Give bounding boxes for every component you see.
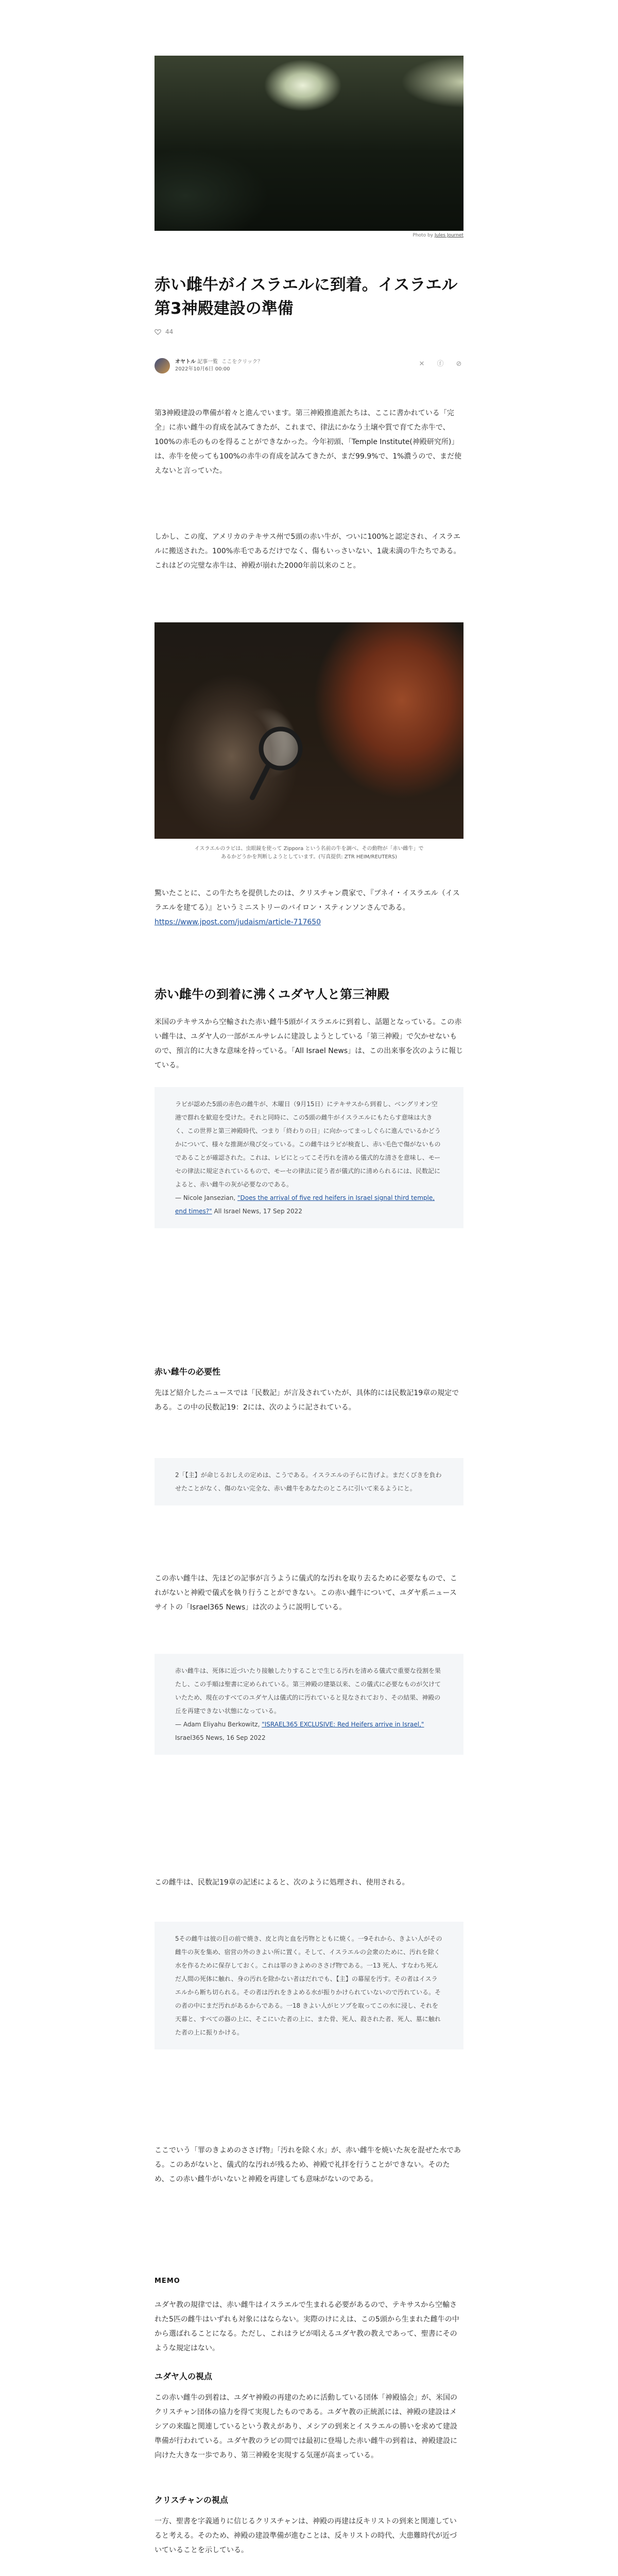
- caption-line-1: イスラエルのラビは、虫眼鏡を使って Zippora という名前の牛を調べ、その動物が「赤い雌牛」で: [194, 846, 424, 852]
- jewish-view-paragraph: この赤い雌牛の到着は、ユダヤ神殿の再建のために活動している団体「神殿協会」が、米国のクリスチャン団体の協力を得て実現したものである。ユダヤ教の正統派には、神殿の建設はメシアの来臨と関連しているという教えがあり、メシアの到来とイスラエルの勝いを求めて建設準備が行われている。ユダヤ教のラビの間では最初に登場した赤い雌牛の到着は、神殿建設に向けた大きな一歩であり、第三神殿を実現する気運が高まっている。: [154, 2394, 457, 2460]
- farmer-paragraph: [154, 886, 464, 929]
- title-line-2: 第3神殿建設の準備: [154, 299, 294, 318]
- quote-all-israel-news: [154, 1087, 464, 1228]
- farmer-text: 驚いたことに、この牛たちを提供したのは、クリスチャン農家で、『ブネイ・イスラエル（イスラエルを建てる）』というミニストリーのバイロン・スティンソンさんである。: [154, 889, 460, 912]
- author-meta[interactable]: 記事一覧: [197, 359, 218, 365]
- quote-source: — Nicole Jansezian, "Does the arrival of five red heifers in Israel signal third temple, end times?" All Israel News, 17 Sep 2022: [175, 1194, 435, 1215]
- section-heading-necessity: 赤い雌牛の必要性: [154, 1367, 221, 1377]
- likes-count: 44: [165, 328, 174, 335]
- publish-date: 2022年10月6日 00:00: [175, 366, 230, 372]
- follow-link[interactable]: ここをクリック？: [221, 359, 263, 365]
- intro-paragraph-1: 第3神殿建設の準備が着々と進んでいます。第三神殿推進派たちは、ここに書かれている「完全」に赤い雌牛の育成を試みてきたが、これまで、律法にかなう土壌や質で育てた赤牛で、100%の赤毛のものを得ることができなかった。今年初頭、「Temple Institute(神殿研究所)」は、赤牛を使っても100%の赤牛の育成を試みてきたが、まだ99.9%で、1%濃うので、まだ使えないと言っていた。: [154, 409, 462, 475]
- quote-source-link[interactable]: "ISRAEL365 EXCLUSIVE: Red Heifers arrive in Israel,": [262, 1721, 424, 1728]
- christian-view-paragraph: 一方、聖書を字義通りに信じるクリスチャンは、神殿の再建は反キリストの到来と関連していると考える。そのため、神殿の建設準備が進むことは、反キリストの時代、大患難時代が近づいていることを示している。: [154, 2517, 457, 2554]
- author-info: [175, 359, 263, 373]
- quote-numbers-19: [154, 1922, 464, 2049]
- quote-text: 赤い雌牛は、死体に近づいたり接触したりすることで生じる汚れを清める儀式で重要な役割を果たし、この手順は聖書に定められている。第三神殿の建築以来、この儀式に必要なものが欠けていたため、現在のすべてのユダヤ人は儀式的に汚れていると見なされており、その結果、神殿の丘を再建できない状態になっている。: [175, 1667, 441, 1715]
- quote-israel365: [154, 1654, 464, 1755]
- article-photo: [154, 622, 464, 839]
- title-line-1: 赤い雌牛がイスラエルに到着。イスラエル: [154, 276, 458, 294]
- quote-text: 2「【主】が命じるおしえの定めは、こうである。イスラエルの子らに告げよ。まだくびきを負わせたことがなく、傷のない完全な、赤い雌牛をあなたのところに引いて来るようにと。: [175, 1471, 442, 1492]
- magnifier-icon: [154, 622, 464, 839]
- author-name[interactable]: オヤトル: [175, 359, 196, 365]
- caption-line-2: あるかどうかを判断しようとしています。(写真提供: ZTR HEIM/REUTERS): [221, 854, 397, 860]
- credit-prefix: Photo by: [413, 233, 433, 238]
- quote-text: ラビが認めた5頭の赤色の雌牛が、木曜日（9月15日）にテキサスから到着し、ベングリオン空港で群れを歓迎を受けた。それと同時に、この5頭の雌牛がイスラエルにもたらす意味は大きく、この世界と第三神殿時代、つまり「終わりの日」に向かってまっしぐらに進んでいるかどうかについて、様々な推測が飛び交っている。この雌牛はラビが検査し、赤い毛色で傷がないものであることが確認された。これは、レビにとってこそ汚れを清める儀式的な清さを意味し、モーセの律法に規定されているもので、モーセの律法に従う者が儀式的に清められるには、民数記によると、赤い雌牛の灰が必要なのである。: [175, 1100, 441, 1188]
- link-icon[interactable]: ⊘: [456, 360, 462, 368]
- purification-paragraph: ここでいう「罪のきよめのささげ物」「汚れを除く水」が、赤い雌牛を焼いた灰を混ぜた水である。このあがないと、儀式的な汚れが残るため、神殿で礼拝を行うことができない。そのため、この赤い雌牛がいないと神殿を再建しても意味がないのである。: [154, 2146, 461, 2183]
- jpost-link[interactable]: https://www.jpost.com/judaism/article-717650: [154, 918, 321, 926]
- share-buttons: [417, 360, 464, 369]
- likes-row: [154, 328, 464, 335]
- heart-icon[interactable]: [154, 329, 161, 335]
- photo-credit: [154, 233, 464, 238]
- memo-paragraph-1: ユダヤ教の規律では、赤い雌牛はイスラエルで生まれる必要があるので、テキサスから空輸された5匹の雌牛はいずれも対象にはならない。実際のけにえは、この5頭から生まれた雌牛の中から選ばれることになる。ただし、これはラビが唱えるユダヤ教の教えであって、聖書にそのような規定はない。: [154, 2301, 459, 2352]
- heifer-explanation-paragraph: この赤い雌牛は、先ほどの記事が言うように儀式的な汚れを取り去るために必要なもので、これがないと神殿で儀式を執り行うことができない。この赤い雌牛について、ユダヤ系ニュースサイトの「Israel365 News」は次のように説明している。: [154, 1574, 457, 1612]
- memo-label-1: MEMO: [154, 2277, 180, 2285]
- quote-source-link[interactable]: "Does the arrival of five red heifers in Israel signal third temple, end times?": [175, 1194, 435, 1215]
- section-heading-arrival: 赤い雌牛の到着に沸くユダヤ人と第三神殿: [154, 987, 389, 1002]
- usage-paragraph: この雌牛は、民数記19章の記述によると、次のように処理され、使用される。: [154, 1878, 409, 1887]
- x-icon[interactable]: ✕: [419, 360, 425, 368]
- quote-text: 5その雌牛は彼の目の前で焼き、皮と肉と血を汚物とともに焼く。一9それから、きよい人がその雌牛の灰を集め、宿営の外のきよい所に置く。そして、イスラエルの会衆のために、汚れを除く水を作るために保存しておく。これは罪のきよめのささげ物である。一13 死人、すなわち死んだ人間の死体に触れ、身の汚れを除かない者はだれでも、【主】の幕屋を汚す。その者はイスラエルから断ち切られる。その者は汚れをきよめる水が振りかけられていないので汚れている。その者の中にまだ汚れがあるからである。一18 きよい人がヒソプを取ってこの水に浸し、それを天幕と、すべての器の上に、そこにいた者の上に、また骨、死人、殺された者、死人、墓に触れた者の上に振りかける。: [175, 1935, 442, 2036]
- photo-caption: [154, 845, 464, 861]
- christian-view-heading: クリスチャンの視点: [154, 2495, 228, 2505]
- section-necessity-paragraph: 先ほど紹介したニュースでは「民数記」が言及されていたが、具体的には民数記19章の規定である。この中の民数記19：2には、次のように記されている。: [154, 1389, 459, 1412]
- jewish-view-heading: ユダヤ人の視点: [154, 2371, 213, 2381]
- intro-paragraph-2: しかし、この度、アメリカのテキサス州で5頭の赤い牛が、ついに100%と認定され、イスラエルに搬送された。100%赤毛であるだけでなく、傷もいっさいない、1歳未満の牛たちである。これはどの完璧な赤牛は、神殿が崩れた2000年前以来のこと。: [154, 533, 461, 570]
- author-row: [154, 355, 464, 376]
- author-avatar[interactable]: [154, 358, 170, 374]
- hero-image: [154, 56, 464, 231]
- quote-source: — Adam Eliyahu Berkowitz, "ISRAEL365 EXCLUSIVE: Red Heifers arrive in Israel," Israel365 News, 16 Sep 2022: [175, 1721, 424, 1741]
- quote-numbers-19-2: [154, 1458, 464, 1505]
- section-arrival-paragraph: 米国のテキサスから空輸された赤い雌牛5頭がイスラエルに到着し、話題となっている。この赤い雌牛は、ユダヤ人の一部がエルサレムに建設しようとしている「第三神殿」で欠かせないもので、預言的に大きな意味を持っている。「All Israel News」は、この出来事を次のように報じている。: [154, 1018, 464, 1070]
- credit-name-link[interactable]: Jules Journet: [434, 233, 464, 238]
- facebook-icon[interactable]: ⓕ: [437, 360, 444, 368]
- article-title: [154, 273, 464, 320]
